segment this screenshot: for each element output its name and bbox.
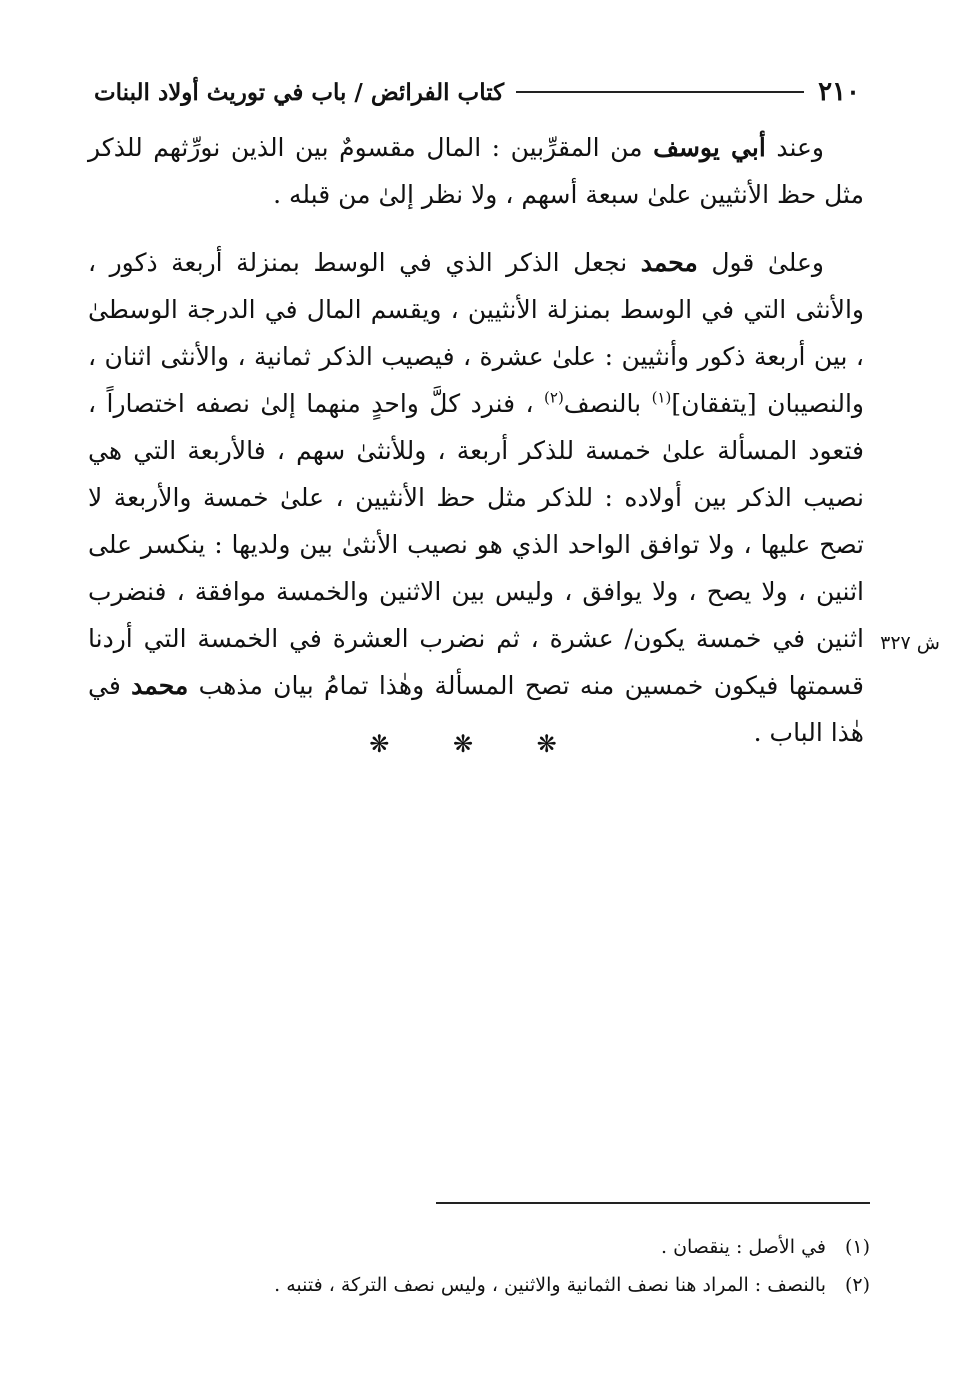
scholar-name-muhammad-2: محمد [131, 671, 189, 700]
footnote-number: (٢) [844, 1274, 870, 1296]
paragraph-1 [88, 124, 864, 218]
paragraph-1-text-a: وعند [765, 133, 824, 162]
footnotes [170, 1228, 870, 1304]
footnote-2 [170, 1266, 870, 1304]
footnote-text: بالنصف : المراد هنا نصف الثمانية والاثنين ، وليس نصف التركة ، فتنبه . [274, 1274, 826, 1296]
footnote-1 [170, 1228, 870, 1266]
section-break-stars: ❋ ❋ ❋ [369, 730, 585, 758]
scholar-name-abu-yusuf: أبي يوسف [653, 133, 766, 162]
running-header [92, 70, 860, 114]
paragraph-2-text-d: ، فنرد كلَّ واحدٍ منهما إلىٰ نصفه اختصاراً ، فتعود المسألة علىٰ خمسة للذكر أربعة ، وللأنثىٰ سهم ، فالأربعة التي هي نصيب الذكر بين أولاده : للذكر مثل حظ الأنثيين ، علىٰ خمسة والأربعة لا تصح عليها ، ولا توافق الواحد الذي هو نصيب الأنثىٰ بين ولديها : ينكسر على اثنين ، ولا يصح ، ولا يوافق ، وليس بين الاثنين والخمسة موافقة ، فنضرب اثنين في خمسة يكون/ عشرة ، ثم نضرب العشرة في الخمسة التي أردنا قسمتها فيكون خمسين منه تصح المسألة وهٰذا تمامُ بيان مذهب [88, 389, 864, 700]
header-rule [516, 91, 804, 93]
footnote-ref-2: (٢) [544, 388, 564, 407]
footnote-ref-1: (١) [651, 388, 672, 407]
paragraph-2-text-c: بالنصف [563, 389, 652, 418]
paragraph-2 [88, 239, 864, 756]
footnote-number: (١) [844, 1236, 870, 1258]
body-text [88, 124, 864, 756]
paragraph-1-text-b: من المقرِّبين : المال مقسومٌ بين الذين نورِّثهم للذكر مثل حظ الأنثيين علىٰ سبعة أسهم ، ولا نظر إلىٰ من قبله . [88, 133, 864, 209]
footnote-text: في الأصل : ينقصان . [660, 1236, 826, 1258]
manuscript-folio-marker: ش ٣٢٧ [880, 632, 940, 654]
running-title: كتاب الفرائض / باب في توريث أولاد البنات [94, 78, 505, 106]
paragraph-2-text-b: نجعل الذكر الذي في الوسط بمنزلة أربعة ذكور ، والأنثى التي في الوسط بمنزلة الأنثيين ، ويقسم المال في الدرجة الوسطىٰ ، بين أربعة ذكور وأنثيين : علىٰ عشرة ، فيصيب الذكر ثمانية ، والأنثى اثنان ، والنصيبان [يتفقان] [88, 248, 865, 418]
paragraph-2-text-e: في هٰذا الباب . [88, 671, 864, 747]
scholar-name-muhammad: محمد [640, 248, 698, 277]
paragraph-2-text-a: وعلىٰ قول [697, 248, 824, 277]
page-number: ٢١٠ [818, 77, 860, 107]
footnote-separator [436, 1202, 870, 1204]
